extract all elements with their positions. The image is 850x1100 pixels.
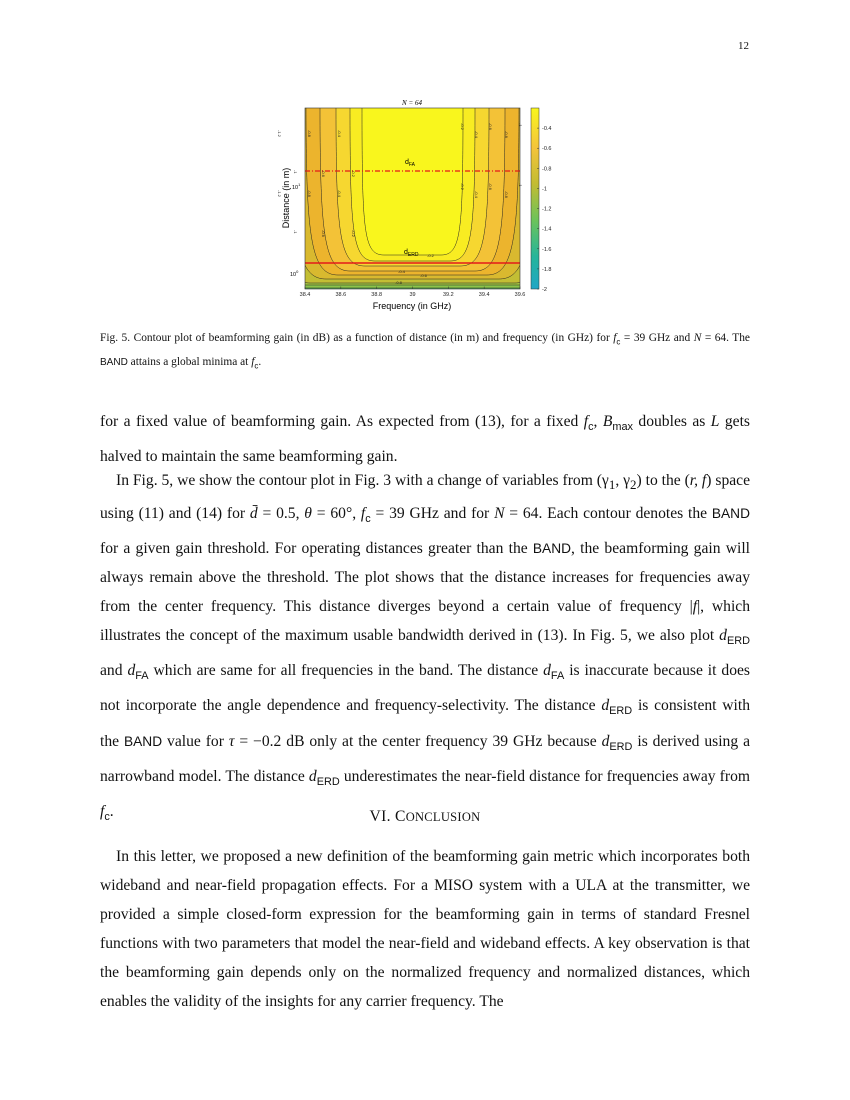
contour-label: -1.2: [277, 130, 282, 137]
figure-caption: Fig. 5. Contour plot of beamforming gain (in dB) as a function of distance (in m) and frequency (in GHz) for $f_c = 39$ GHz and N = 64. The BAND attains a global minima at $f_c$.: [100, 332, 750, 371]
page-number: 12: [738, 40, 749, 52]
contour-label: -0.8: [307, 190, 312, 197]
colorbar-tick-label: -1.2: [542, 206, 552, 213]
contour-label: -0.8: [395, 280, 402, 285]
y-tick-label: $10^0$: [290, 269, 299, 278]
colorbar-tick-label: -0.6: [542, 146, 552, 153]
contour-label: -0.2: [351, 170, 356, 177]
contour-label: -0.6: [488, 123, 493, 130]
contour-label: -0.2: [460, 123, 465, 130]
x-tick-label: 39.2: [442, 292, 454, 298]
chart-title: N = 64: [402, 99, 422, 107]
x-tick-label: 38.8: [371, 292, 383, 298]
contour-label: -1: [293, 230, 298, 234]
colorbar-tick-label: -1: [542, 186, 547, 193]
colorbar-tick-label: -1.6: [542, 246, 552, 253]
x-tick-label: 39: [409, 292, 416, 298]
y-axis-label: Distance (in m): [281, 167, 291, 229]
contour-label: -1: [293, 170, 298, 174]
contour-label: -0.6: [420, 273, 427, 278]
contour-label: -0.2: [427, 253, 434, 258]
section-heading: VI. CONCLUSION: [369, 808, 481, 825]
paragraph: In this letter, we proposed a new definition of the beamforming gain metric which incorporates both wideband and near-field propagation effects. For a MISO system with a ULA at the transmitter, we provided a simple closed-form expression for the beamforming gain in terms of standard Fresnel functions with two parameters that model the near-field and wideband effects. A key observation is that the beamforming gain depends only on the normalized frequency and normalized distances, which enables the validity of the insights for any carrier frequency. The: [100, 848, 750, 1010]
paragraph: In Fig. 5, we show the contour plot in Fig. 3 with a change of variables from ($\gamma_1$, $\gamma_2$) to the (r, f) space using (11) and (14) for d̄ = 0.5, θ = 60°, $f_c = 39$ GHz and for N = 64. Each contour denotes the BAND for a given gain threshold. For operating distances greater than the BAND, the beamforming gain will always remain above the threshold. The plot shows that the distance increases for frequencies away from the center frequency. This distance diverges beyond a certain value of frequency |f|, which illustrates the concept of the maximum usable bandwidth derived in (13). In Fig. 5, we also plot $d_{ERD}$ and $d_{FA}$ which are same for all frequencies in the band. The distance $d_{FA}$ is inaccurate because it does not incorporate the angle dependence and frequency-selectivity. The distance $d_{ERD}$ is consistent with the BAND value for τ = −0.2 dB only at the center frequency 39 GHz because $d_{ERD}$ is derived using a narrowband model. The distance $d_{ERD}$ underestimates the near-field distance for frequencies away from $f_c$.: [100, 472, 751, 823]
contour-label: -0.4: [337, 190, 342, 197]
contour-label: -0.4: [474, 131, 479, 138]
x-tick-label: 39.4: [478, 292, 490, 298]
contour-label: -0.4: [337, 130, 342, 137]
contour-label: -0.2: [460, 183, 465, 190]
contour-label: -0.6: [321, 230, 326, 237]
contour-label: -0.2: [351, 230, 356, 237]
contour-label: -0.8: [307, 130, 312, 137]
paragraph: for a fixed value of beamforming gain. As expected from (13), for a fixed $f_c$, $B_{max}$ doubles as L gets halved to maintain the same beamforming gain.: [100, 413, 750, 466]
colorbar-tick-label: -0.8: [542, 166, 552, 173]
caption-prefix: Fig. 5.: [100, 332, 131, 344]
y-tick-label: $10^1$: [292, 182, 301, 191]
x-tick-label: 38.4: [299, 292, 311, 298]
contour-label: -0.4: [398, 269, 405, 274]
colorbar-tick-label: -1.4: [542, 226, 552, 233]
x-tick-label: 38.6: [335, 292, 347, 298]
contour-label: -1: [518, 183, 523, 187]
contour-figure: [270, 95, 570, 320]
derd-annotation: $d_{ERD}$: [404, 249, 419, 258]
colorbar: [531, 108, 539, 289]
colorbar-tick-label: -0.4: [542, 126, 552, 133]
colorbar-tick-label: -2: [542, 287, 547, 293]
contour-label: -0.4: [474, 191, 479, 198]
contour-label: -0.6: [321, 170, 326, 177]
contour-label: -1: [518, 123, 523, 127]
contour-plot: [270, 95, 570, 320]
contour-label: -0.8: [504, 191, 509, 198]
colorbar-tick-label: -1.8: [542, 266, 552, 273]
contour-label: -1.2: [277, 190, 282, 197]
contour-label: -0.6: [488, 183, 493, 190]
dfa-annotation: $d_{FA}$: [405, 159, 416, 168]
contour-field: [270, 108, 570, 298]
x-axis-label: Frequency (in GHz): [372, 301, 452, 311]
x-tick-label: 39.6: [514, 292, 526, 298]
contour-label: -0.8: [504, 131, 509, 138]
